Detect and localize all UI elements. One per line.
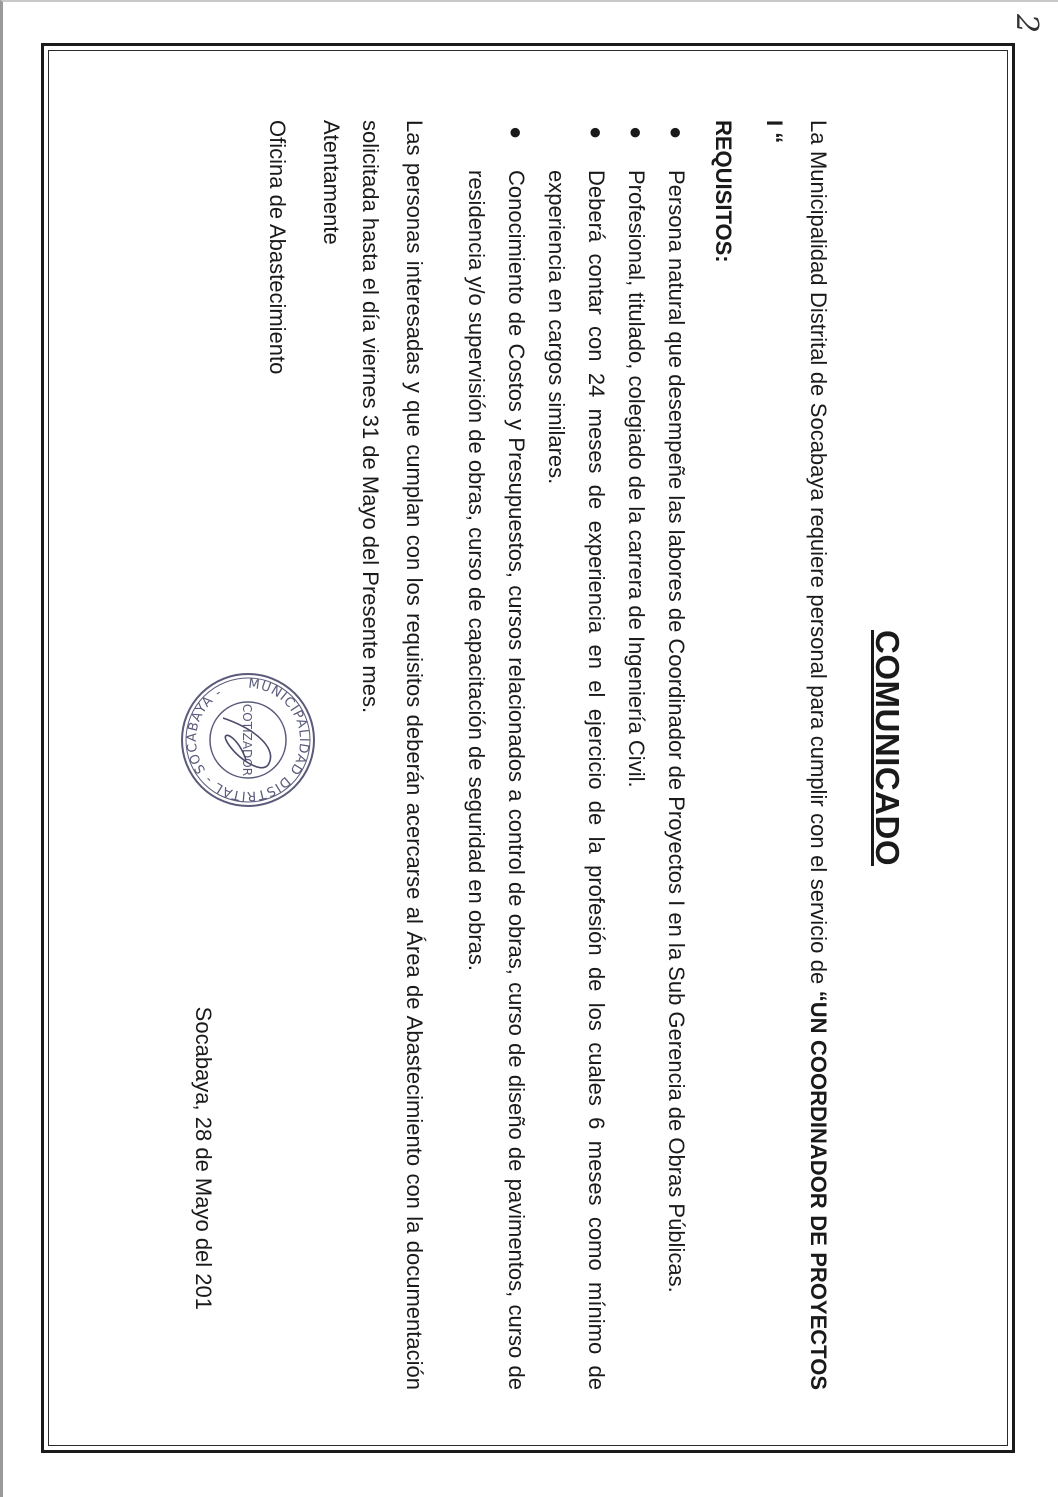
- seal-outer-text: MUNICIPALIDAD DISTRITAL - SOCABAYA -: [184, 676, 312, 804]
- requirement-text: Persona natural que desempeñe las labores de Coordinador de Proyectos I en la Sub Gerencia de Obras Públicas.: [664, 170, 689, 1293]
- requirement-item: [656, 120, 696, 1390]
- requirement-text: Conocimiento de Costos y Presupuestos, cursos relacionados a control de obras, curso de diseño de pavimentos, curso de residencia y/o supervisión de obras, curso de capacitación de seguridad en obras.: [464, 170, 529, 1390]
- bullet-icon: ●: [504, 126, 529, 140]
- bullet-icon: ●: [664, 126, 689, 140]
- requirement-item: [616, 120, 656, 1390]
- intro-position-title: “UN COORDINADOR DE PROYECTOS I “: [762, 120, 831, 1390]
- date-line: Socabaya, 28 de Mayo del 201: [191, 1006, 216, 1310]
- document-title: COMUNICADO: [869, 630, 906, 866]
- requirement-text: Profesional, titulado, colegiado de la carrera de Ingeniería Civil.: [624, 170, 649, 788]
- requirement-item: [536, 120, 616, 1390]
- requirements-list: [456, 120, 696, 1390]
- closing-paragraph: Las personas interesadas y que cumplan con los requisitos deberán acercarse al Área de Abastecimiento con la documentación solicitada hasta el día viernes 31 de Mayo del Presente mes.: [358, 120, 427, 1390]
- bullet-icon: ●: [584, 126, 609, 140]
- intro-text: La Municipalidad Distrital de Socabaya requiere personal para cumplir con el servicio de: [806, 120, 831, 991]
- regards-line: Atentamente: [319, 120, 344, 245]
- official-seal-icon: [178, 670, 318, 810]
- rotated-document-content: [48, 50, 1008, 1446]
- page-number: 2: [1008, 13, 1044, 34]
- requirement-item: [456, 120, 536, 1390]
- requirement-text: Deberá contar con 24 meses de experiencia en el ejercicio de la profesión de los cuales 6 meses como mínimo de experiencia en cargos similares.: [544, 170, 609, 1390]
- bullet-icon: ●: [624, 126, 649, 140]
- intro-paragraph: [752, 120, 840, 1390]
- seal-center-text: COTIZADOR: [240, 703, 254, 777]
- requirements-heading: REQUISITOS:: [711, 120, 736, 263]
- office-signature: Oficina de Abastecimiento: [265, 120, 290, 375]
